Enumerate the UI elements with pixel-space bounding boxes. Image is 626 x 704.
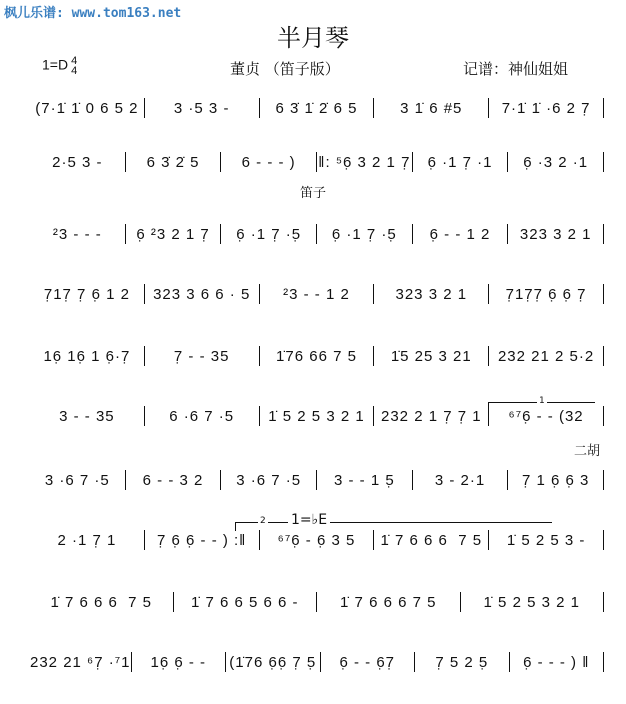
volta-2-label: 2: [260, 516, 266, 526]
score-line: [30, 98, 604, 118]
score-line: [30, 592, 604, 612]
key: 1=D: [42, 56, 69, 73]
bar-line: [603, 284, 604, 304]
measure: 3 - 2·1: [434, 471, 486, 489]
score-line: [30, 152, 604, 172]
measure: 7̣ 5 2 5̣: [435, 653, 489, 671]
subtitle: 董贞 （笛子版）: [230, 60, 340, 78]
measure: ²3 - - 1 2: [283, 285, 350, 303]
bar-line: [603, 652, 604, 672]
bar-line: [603, 470, 604, 490]
measure: 1̇5 25 3 21: [390, 347, 472, 365]
bar-line: [603, 98, 604, 118]
measure: 3 ·6 7 ·5: [44, 471, 110, 489]
measure: 7·1̇ 1̇ ·6 2 7̣: [501, 99, 591, 117]
measure: 1̇ 5 2 5 3 2 1: [483, 593, 580, 611]
recorder-credit: 记谱：神仙姐姐: [463, 60, 569, 78]
measure: 6̣ - - - ) ‖: [523, 653, 590, 671]
measure: 6̣ - - 1 2: [429, 225, 491, 243]
measure: 323 3 2 1: [519, 225, 592, 243]
measure: 232 21 2 5·2: [497, 347, 595, 365]
measure: 323 3 6 6 · 5: [153, 285, 251, 303]
measure: 1̇ 7 6 6 5 6 6 -: [190, 593, 299, 611]
bar-line: [603, 530, 604, 550]
measure: 1̇ 7 6 6 6 7 5: [50, 593, 153, 611]
measure: 6 - - - ): [241, 153, 296, 171]
measure: 3 - - 1 5̣: [334, 471, 395, 489]
measure: 6 3̇ 1̇ 2̇ 6 5: [275, 99, 358, 117]
time-top: 4: [71, 55, 78, 67]
time-signature: [71, 56, 77, 76]
score-line: [30, 224, 604, 244]
measure: 16̣ 16̣ 1 6̣·7̣: [43, 347, 131, 365]
measure: 6 - - 3 2: [142, 471, 204, 489]
measure: ²3 - - -: [52, 225, 102, 243]
measure: 7̣ 6̣ 6̣ - - ) :‖: [157, 531, 247, 549]
measure: 1̇ 7 6 6 6 7 5: [340, 593, 437, 611]
volta-1-label: 1: [539, 396, 545, 406]
score-line: [30, 470, 604, 490]
measure: 6̣ ²3 2 1 7̣: [136, 225, 210, 243]
annotation-dizi: 笛子: [300, 186, 327, 201]
measure: 6̣ ·3 2 ·1: [523, 153, 589, 171]
measure: 1̇ 5 2 5 3 -: [506, 531, 586, 549]
measure: ‖: ⁵6̣ 3 2 1 7̣: [318, 153, 411, 171]
measure: 7̣17̣7̣ 6̣ 6̣ 7̣: [505, 285, 587, 303]
measure: 6̣ ·1 7̣ ·5̣: [236, 225, 302, 243]
measure: 323 3 2 1: [395, 285, 468, 303]
measure: 6 ·6 7 ·5: [169, 407, 235, 425]
time-bottom: 4: [71, 65, 78, 77]
measure: ⁶⁷6̣ - - (32: [508, 407, 584, 425]
key-signature: [42, 56, 77, 76]
volta-2: [235, 512, 552, 531]
song-title: 半月琴: [277, 24, 349, 52]
volta-1: [488, 396, 595, 411]
measure: 6̣ ·1 7̣ ·5̣: [331, 225, 397, 243]
measure: 2 ·1 7̣ 1: [57, 531, 117, 549]
score-line: [30, 346, 604, 366]
measure: 7̣17̣ 7̣ 6̣ 1 2: [43, 285, 130, 303]
measure: 6 3̇ 2̇ 5: [146, 153, 200, 171]
measure: 1̇ 7 6 6 6 7 5: [380, 531, 483, 549]
bar-line: [603, 224, 604, 244]
measure: 7̣ - - 35: [173, 347, 230, 365]
key-change: 1=♭E: [288, 512, 330, 528]
measure: 16̣ 6̣ - -: [150, 653, 207, 671]
measure: 7̣ 1 6̣ 6̣ 3: [522, 471, 590, 489]
measure: 6̣ ·1 7̣ ·1: [427, 153, 493, 171]
watermark: 枫儿乐谱: www.tom163.net: [4, 6, 182, 21]
measure: (1̇76 6̣6̣ 7̣ 5̣: [229, 653, 317, 671]
measure: 1̇76 66 7 5: [276, 347, 357, 365]
score-line: [30, 652, 604, 672]
measure: ⁶⁷6̣ - 6̣ 3 5: [277, 531, 356, 549]
measure: 3 1̇ 6 #5: [400, 99, 463, 117]
bar-line: [603, 152, 604, 172]
bar-line: [603, 406, 604, 426]
bar-line: [603, 346, 604, 366]
measure: 3 - - 35: [59, 407, 115, 425]
measure: 1̇ 5 2 5 3 2 1: [268, 407, 365, 425]
measure: 6̣ - - 6̣7̣: [339, 653, 396, 671]
measure: 2·5 3 -: [52, 153, 103, 171]
score-line: [30, 530, 604, 550]
measure: 232 21 ⁶7̣ ·⁷1: [30, 653, 131, 671]
measure: 3 ·5 3 -: [173, 99, 230, 117]
annotation-erhu: 二胡: [574, 444, 601, 459]
bar-line: [603, 592, 604, 612]
score-line: [30, 284, 604, 304]
measure: 232 2 1 7̣ 7̣ 1: [381, 407, 482, 425]
measure: 3 ·6 7 ·5: [236, 471, 302, 489]
measure: (7·1̇ 1̇ 0 6 5 2: [35, 99, 139, 117]
